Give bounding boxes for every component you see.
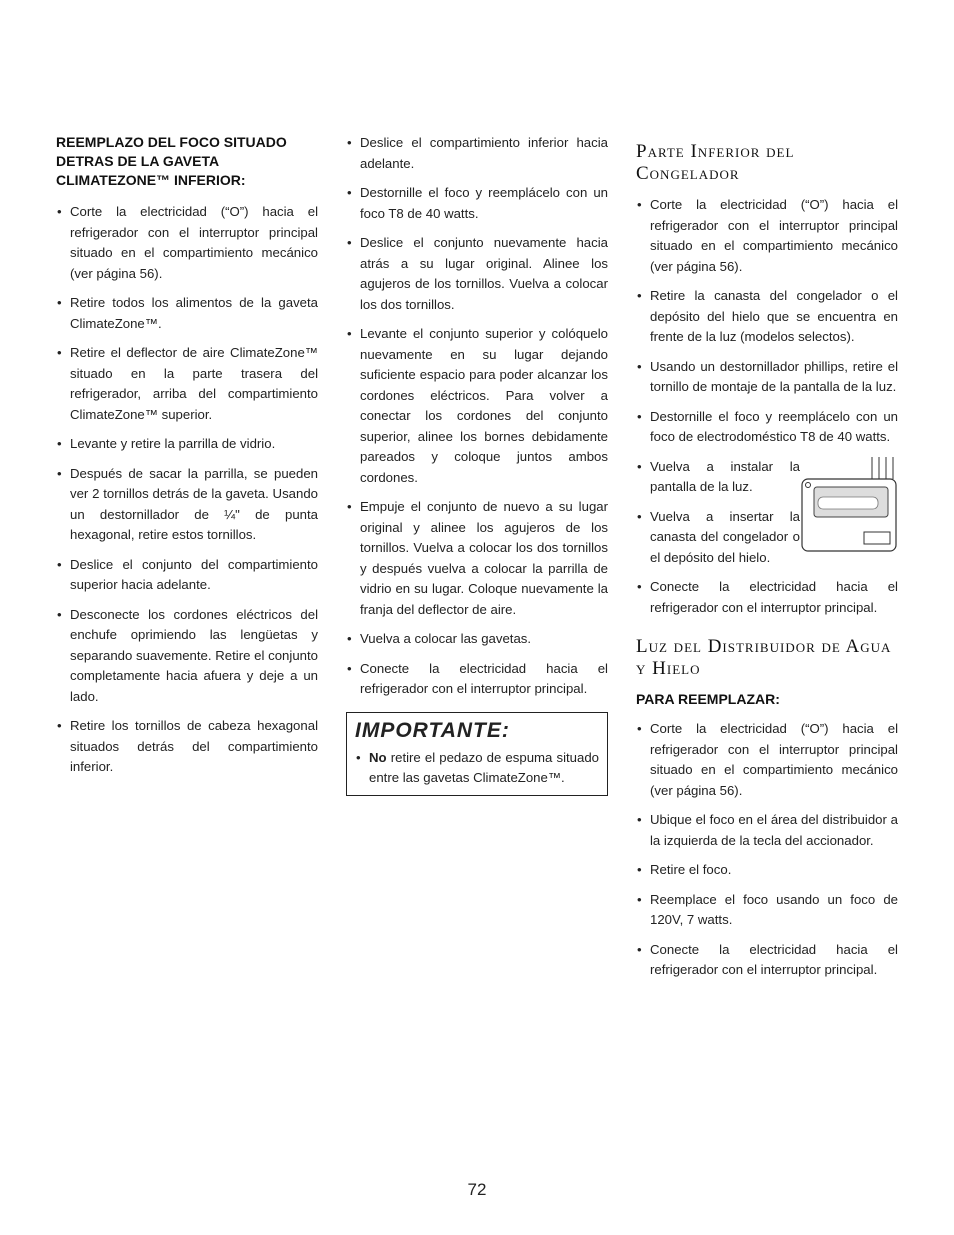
bullet: •	[347, 326, 352, 341]
list-item-text: Deslice el conjunto nuevamente hacia atrás a su lugar original. Alinee los agujeros de los tornillos. Vuelva a colocar los dos tornillos.	[360, 235, 608, 312]
list-item-text: Vuelva a instalar la pantalla de la luz.	[650, 458, 800, 494]
list-item-text: Retire el foco.	[650, 862, 732, 877]
bullet: •	[637, 862, 642, 877]
instruction-list	[636, 457, 800, 578]
bullet: •	[637, 891, 642, 907]
list-item-text: Ubique el foco en el área del distribuidor a la izquierda de la tecla del accionador.	[650, 812, 898, 848]
list-item	[636, 457, 800, 498]
list-item	[56, 605, 318, 708]
list-item	[346, 324, 608, 488]
list-item-text: Corte la electricidad (“O”) hacia el refrigerador con el interruptor principal situado en el compartimiento mecánico (ver página 56).	[70, 204, 318, 281]
list-item	[56, 555, 318, 596]
section-heading-distribuidor: Luz del Distribuidor de Agua y Hielo	[636, 636, 892, 679]
bullet: •	[57, 345, 62, 360]
list-item-text: Conecte la electricidad hacia el refrigerador con el interruptor principal.	[650, 579, 898, 615]
para-reemplazar-subheading: PARA REEMPLAZAR:	[636, 691, 780, 707]
list-item-text: Destornille el foco y reemplácelo con un foco T8 de 40 watts.	[360, 185, 608, 221]
list-item-text: Empuje el conjunto de nuevo a su lugar original y alinee los agujeros de los tornillos. Vuelva a colocar los dos tornillos y después vuelva a colocar la parrilla de vidrio en su lugar. Coloque nuevamente la franja del deflector de aire.	[360, 499, 608, 617]
list-item	[56, 464, 318, 546]
bullet: •	[637, 358, 642, 374]
bullet: •	[637, 458, 642, 474]
section-heading-congelador: Parte Inferior del Congelador	[636, 141, 795, 184]
list-item	[56, 293, 318, 334]
list-item-text: Vuelva a colocar las gavetas.	[360, 631, 532, 646]
list-item-text: Levante el conjunto superior y colóquelo nuevamente en su lugar dejando suficiente espacio para poder alcanzar los cordones eléctricos. Para volver a conectar los cordones del conjunto superior, alinee los bornes debidamente pareados y coloque juntos ambos cordones.	[360, 326, 608, 485]
list-item	[346, 629, 608, 650]
list-item	[636, 577, 898, 618]
list-item	[636, 719, 898, 801]
list-item	[636, 357, 898, 398]
list-item	[636, 860, 898, 881]
list-item	[56, 434, 318, 455]
bullet: •	[637, 508, 642, 524]
list-item-text: Conecte la electricidad hacia el refrigerador con el interruptor principal.	[360, 660, 608, 696]
list-item-text: Retire la canasta del congelador o el depósito del hielo que se encuentra en frente de la luz (modelos selectos).	[650, 288, 898, 344]
list-item	[636, 195, 898, 277]
bullet: •	[637, 579, 642, 594]
list-item-text: Retire el deflector de aire ClimateZone™ situado en la parte trasera del refrigerador, arriba del compartimiento ClimateZone™ superior.	[70, 345, 318, 422]
list-item-text: Vuelva a insertar la canasta del congelador o el depósito del hielo.	[650, 508, 800, 565]
list-item	[56, 716, 318, 778]
light-shield-figure	[800, 457, 898, 557]
bullet: •	[347, 235, 352, 250]
list-item	[636, 890, 898, 931]
list-item-text: Destornille el foco y reemplácelo con un foco de electrodoméstico T8 de 40 watts.	[650, 408, 898, 444]
list-item-text: Retire los tornillos de cabeza hexagonal situados detrás del compartimiento inferior.	[70, 718, 318, 774]
bullet: •	[57, 295, 62, 310]
section-heading-climatezone: REEMPLAZO DEL FOCO SITUADO DETRAS DE LA GAVETA CLIMATEZONE™ INFERIOR:	[56, 134, 287, 188]
bullet: •	[57, 718, 62, 733]
left-column	[56, 133, 318, 787]
bullet: •	[347, 631, 352, 646]
instruction-list	[56, 202, 318, 778]
list-item	[636, 507, 800, 569]
bullet: •	[637, 197, 642, 212]
bullet: •	[57, 606, 62, 622]
list-item	[346, 233, 608, 315]
list-item	[636, 286, 898, 348]
bullet: •	[637, 288, 642, 303]
bullet: •	[347, 185, 352, 200]
list-item	[56, 343, 318, 425]
middle-column	[346, 133, 608, 796]
list-item-text: Corte la electricidad (“O”) hacia el refrigerador con el interruptor principal situado en el compartimiento mecánico (ver página 56).	[650, 197, 898, 274]
bullet: •	[637, 408, 642, 424]
instruction-list	[636, 719, 898, 981]
list-item-text: Conecte la electricidad hacia el refrigerador con el interruptor principal.	[650, 941, 898, 977]
list-item	[636, 940, 898, 981]
instruction-list	[636, 577, 898, 618]
list-item-text: Levante y retire la parrilla de vidrio.	[70, 436, 276, 451]
right-column	[636, 133, 898, 990]
bullet: •	[57, 465, 62, 481]
list-item	[636, 407, 898, 448]
important-bold-word: No	[369, 749, 387, 765]
important-text: retire el pedazo de espuma situado entre las gavetas ClimateZone™.	[369, 749, 599, 785]
important-notice-box	[346, 712, 608, 796]
list-item-text: Reemplace el foco usando un foco de 120V, 7 watts.	[650, 891, 898, 927]
bullet: •	[57, 436, 62, 451]
instruction-list	[636, 195, 898, 448]
list-item	[56, 202, 318, 284]
list-item	[346, 183, 608, 224]
list-item-text: Desconecte los cordones eléctricos del enchufe oprimiendo las lengüetas y separando suavemente. Retire el conjunto completamente hacia afuera y deje a un lado.	[70, 606, 318, 704]
bullet: •	[637, 721, 642, 736]
list-item-text: Deslice el conjunto del compartimiento superior hacia adelante.	[70, 556, 318, 592]
bullet: •	[347, 499, 352, 514]
figure-row	[636, 457, 898, 578]
list-item	[636, 810, 898, 851]
bullet: •	[57, 556, 62, 572]
bullet: •	[347, 660, 352, 676]
light-shield-illustration	[800, 457, 898, 557]
list-item-text: Retire todos los alimentos de la gaveta ClimateZone™.	[70, 295, 318, 331]
bullet: •	[637, 812, 642, 827]
list-item-text: Corte la electricidad (“O”) hacia el refrigerador con el interruptor principal situado en el compartimiento mecánico (ver página 56).	[650, 721, 898, 798]
bullet: •	[637, 941, 642, 957]
list-item	[346, 659, 608, 700]
instruction-list	[346, 133, 608, 700]
bullet: •	[347, 135, 352, 150]
important-title: IMPORTANTE:	[355, 718, 510, 742]
bullet: •	[57, 204, 62, 219]
page-number: 72	[467, 1180, 487, 1199]
list-item-text: Después de sacar la parrilla, se pueden ver 2 tornillos detrás de la gaveta. Usando un destornillador de ¼" de punta hexagonal, retire estos tornillos.	[70, 465, 318, 542]
list-item: • No retire el pedazo de espuma situado entre las gavetas ClimateZone™.	[356, 749, 599, 785]
list-item	[346, 497, 608, 620]
list-item-text: Deslice el compartimiento inferior hacia adelante.	[360, 135, 608, 171]
list-item	[346, 133, 608, 174]
list-item-text: Usando un destornillador phillips, retire el tornillo de montaje de la pantalla de la luz.	[650, 358, 898, 394]
